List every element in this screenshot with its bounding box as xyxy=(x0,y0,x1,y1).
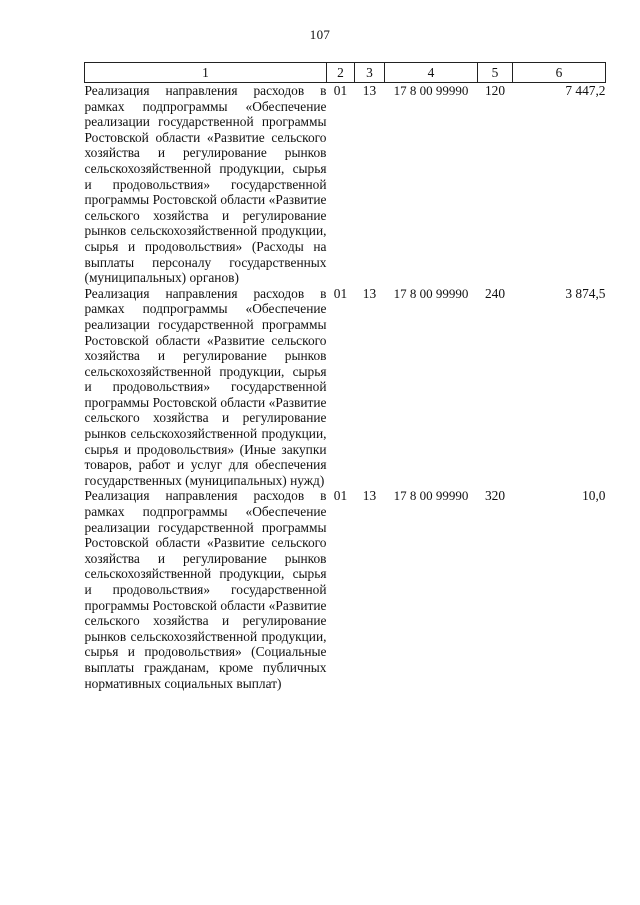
row-description: Реализация направления расходов в рамках подпрограммы «Обеспечение реализации государственной программы Ростовской области «Развитие сельского хозяйства и регулирование рынков сельскохозяйственной продукции, сырья и продовольствия» государственной программы Ростовской области «Развитие сельского хозяйства и регулирование рынков сельскохозяйственной продукции, сырья и продовольствия» (Иные закупки товаров, работ и услуг для обеспечения государственных (муниципальных) нужд) xyxy=(84,285,327,488)
row-description: Реализация направления расходов в рамках подпрограммы «Обеспечение реализации государственной программы Ростовской области «Развитие сельского хозяйства и регулирование рынков сельскохозяйственной продукции, сырья и продовольствия» государственной программы Ростовской области «Развитие сельского хозяйства и регулирование рынков сельскохозяйственной продукции, сырья и продовольствия» (Социальные выплаты гражданам, кроме публичных нормативных социальных выплат) xyxy=(84,488,327,691)
table-row xyxy=(85,488,606,691)
row-expense-type: 240 xyxy=(484,285,506,301)
column-header: 1 xyxy=(85,63,327,83)
table-row xyxy=(85,83,606,286)
table-body xyxy=(85,83,606,692)
row-amount: 3 874,5 xyxy=(565,285,606,301)
page-number: 107 xyxy=(309,27,331,42)
row-section: 01 xyxy=(333,488,348,504)
column-header: 6 xyxy=(513,63,606,83)
row-expense-type: 120 xyxy=(484,83,506,98)
row-target-article: 17 8 00 99990 xyxy=(393,488,469,504)
column-header: 4 xyxy=(385,63,478,83)
row-target-article: 17 8 00 99990 xyxy=(393,83,469,98)
row-subsection: 13 xyxy=(362,488,377,504)
column-header: 3 xyxy=(355,63,385,83)
table-row xyxy=(85,286,606,489)
row-subsection: 13 xyxy=(362,83,377,98)
column-header: 5 xyxy=(478,63,513,83)
row-section: 01 xyxy=(333,83,348,98)
header-row xyxy=(85,63,606,83)
row-expense-type: 320 xyxy=(484,488,506,504)
row-subsection: 13 xyxy=(362,285,377,301)
row-section: 01 xyxy=(333,285,348,301)
row-amount: 10,0 xyxy=(582,488,606,504)
row-amount: 7 447,2 xyxy=(565,83,606,98)
budget-table xyxy=(84,62,606,691)
row-target-article: 17 8 00 99990 xyxy=(393,285,469,301)
column-header: 2 xyxy=(327,63,355,83)
row-description: Реализация направления расходов в рамках подпрограммы «Обеспечение реализации государственной программы Ростовской области «Развитие сельского хозяйства и регулирование рынков сельскохозяйственной продукции, сырья и продовольствия» государственной программы Ростовской области «Развитие сельского хозяйства и регулирование рынков сельскохозяйственной продукции, сырья и продовольствия» (Расходы на выплаты персоналу государственных (муниципальных) органов) xyxy=(84,83,327,286)
table-header xyxy=(85,63,606,83)
